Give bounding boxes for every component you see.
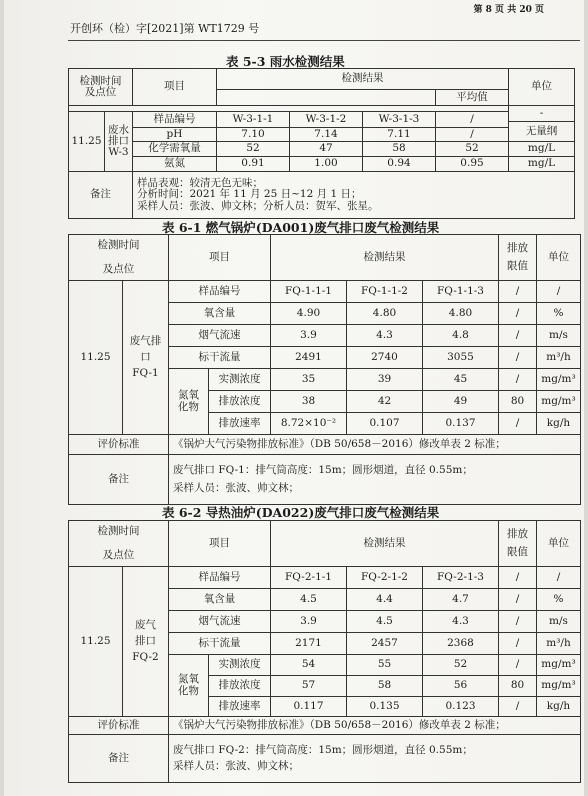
row-label: 样品编号 [169, 567, 271, 589]
header-results: 检测结果 [217, 69, 509, 90]
report-page [4, 0, 584, 796]
unit-dash: - [509, 106, 575, 122]
row-label: 排放浓度 [209, 391, 271, 413]
sample-date: 11.25 [69, 567, 123, 717]
standard-label: 评价标准 [69, 717, 169, 735]
row-label: 样品编号 [169, 281, 271, 303]
remarks-label: 备注 [69, 735, 169, 783]
header-average: 平均值 [436, 90, 509, 106]
standard-label: 评价标准 [69, 435, 169, 455]
row-label: 排放浓度 [209, 676, 271, 697]
row-label: 标干流量 [169, 347, 271, 369]
row-label: 排放速率 [209, 697, 271, 717]
header-unit: 单位 [509, 69, 575, 106]
remarks: 废气排口 FQ-2：排气筒高度：15m；圆形烟道，直径 0.55m； 采样人员：张波、帅文林； [169, 735, 581, 783]
header-item: 项目 [133, 69, 217, 106]
row-label: 氨氮 [133, 157, 217, 172]
header-time-point: 检测时间 及点位 [69, 521, 169, 567]
table-5-3: 检测时间 及点位 项目 检测结果 单位 平均值 - 11.25 废水 排口 W-3 样品编号 W-3-1-1 W-3-1-2 W-3-1-3 / 无量纲 pH 7.10 7.14 7.11 / 化学需氧量 52 47 58 52 mg/L 氨氮 0.91 1.00 0.94 0.95 mg/L 备注 样品表观：较清无色无味； 分析时间：2021 年 11 月 25 日~12 月 1 日； 采样人员：张波、帅文林；分析人员：贺军、张星。 [68, 68, 575, 219]
remarks: 样品表观：较清无色无味； 分析时间：2021 年 11 月 25 日~12 月 1 日； 采样人员：张波、帅文林；分析人员：贺军、张星。 [133, 172, 575, 219]
row-label: 标干流量 [169, 633, 271, 655]
table-6-2-caption: 表 6-2 导热油炉(DA022)废气排口废气检测结果 [162, 505, 440, 520]
remarks-label: 备注 [69, 172, 133, 219]
remarks-label: 备注 [69, 455, 169, 505]
header-unit: 单位 [537, 521, 581, 567]
nox-group-label: 氮氧 化物 [169, 369, 209, 435]
standard-text: 《锅炉大气污染物排放标准》（DB 50/658－2016）修改单表 2 标准； [169, 435, 581, 455]
sample-point: 废水 排口 W-3 [105, 112, 133, 172]
row-label: 样品编号 [133, 112, 217, 128]
row-label: 排放速率 [209, 413, 271, 435]
table-6-1: 检测时间 及点位 项目 检测结果 排放 限值 单位 11.25 废气排 口 FQ-1 样品编号 FQ-1-1-1 FQ-1-1-2 FQ-1-1-3 / / 氧含量 4.90 4.80 4.80 / % 烟气流速 3.9 4.3 4.8 / m/s 标干流量 2491 2740 3055 / m³/h 氮氧 化物 实测浓度 35 39 45 / mg/m³ 排放浓度 38 42 49 80 mg/m³ 排放速率 8.72×10⁻² 0.107 0.137 / kg/h 评价标准 《锅炉大气污染物排放标准》（DB 50/658－2016）修改单表 2 标准； 备注 废气排口 FQ-1：排气筒高度：15m；圆形烟道，直径 0.55m； 采样人员：张波、帅文林； [68, 234, 581, 505]
sample-point: 废气排 口 FQ-1 [123, 281, 169, 435]
table-5-3-caption: 表 5-3 雨水检测结果 [226, 54, 345, 69]
row-label: 化学需氧量 [133, 142, 217, 157]
standard-text: 《锅炉大气污染物排放标准》（DB 50/658－2016）修改单表 2 标准； [169, 717, 581, 735]
remarks: 废气排口 FQ-1：排气筒高度：15m；圆形烟道，直径 0.55m； 采样人员：张波、帅文林； [169, 455, 581, 505]
row-label: 烟气流速 [169, 611, 271, 633]
header-results: 检测结果 [271, 235, 499, 281]
header-item: 项目 [169, 235, 271, 281]
header-time-point: 检测时间 及点位 [69, 235, 169, 281]
report-number: 开创环（检）字[2021]第 WT1729 号 [70, 22, 260, 35]
header-rule [68, 40, 580, 41]
header-item: 项目 [169, 521, 271, 567]
sample-date: 11.25 [69, 112, 105, 172]
header-limit: 排放 限值 [499, 521, 537, 567]
row-label: 烟气流速 [169, 325, 271, 347]
header-time-point: 检测时间 及点位 [69, 69, 133, 106]
nox-group-label: 氮氧 化物 [169, 655, 209, 717]
page-indicator: 第 8 页 共 20 页 [473, 5, 544, 15]
table-6-1-caption: 表 6-1 燃气锅炉(DA001)废气排口废气检测结果 [162, 220, 440, 235]
row-label: 实测浓度 [209, 369, 271, 391]
sample-date: 11.25 [69, 281, 123, 435]
row-label: 氧含量 [169, 303, 271, 325]
row-label: pH [133, 128, 217, 142]
header-unit: 单位 [537, 235, 581, 281]
header-results: 检测结果 [271, 521, 499, 567]
row-label: 氧含量 [169, 589, 271, 611]
header-limit: 排放 限值 [499, 235, 537, 281]
sample-point: 废气 排口 FQ-2 [123, 567, 169, 717]
row-label: 实测浓度 [209, 655, 271, 676]
table-6-2: 检测时间 及点位 项目 检测结果 排放 限值 单位 11.25 废气 排口 FQ-2 样品编号 FQ-2-1-1 FQ-2-1-2 FQ-2-1-3 / / 氧含量 4.5 4.4 4.7 / % 烟气流速 3.9 4.5 4.3 / m/s 标干流量 2171 2457 2368 / m³/h 氮氧 化物 实测浓度 54 55 52 / mg/m³ 排放浓度 57 58 56 80 mg/m³ 排放速率 0.117 0.135 0.123 / kg/h 评价标准 《锅炉大气污染物排放标准》（DB 50/658－2016）修改单表 2 标准； 备注 废气排口 FQ-2：排气筒高度：15m；圆形烟道，直径 0.55m； 采样人员：张波、帅文林； [68, 520, 581, 783]
